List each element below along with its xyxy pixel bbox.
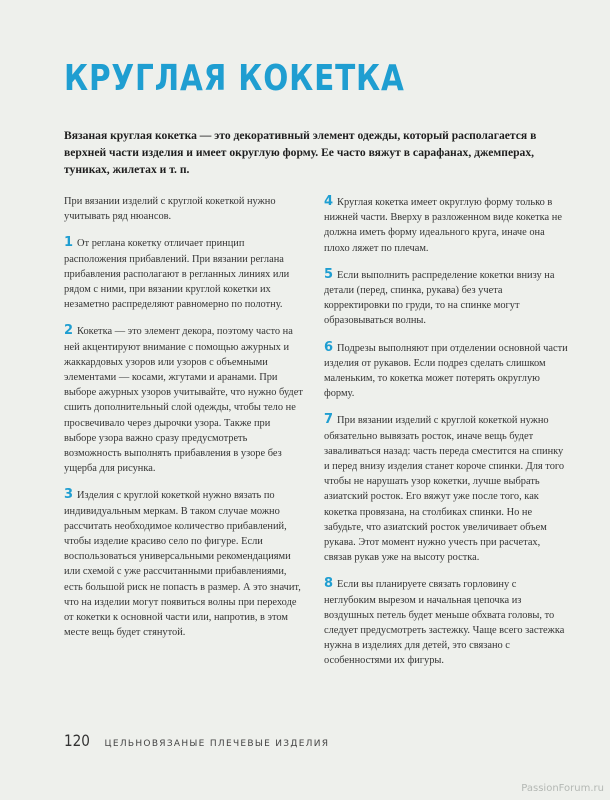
tip-1 bbox=[64, 235, 304, 312]
right-column bbox=[324, 194, 568, 680]
tip-2 bbox=[64, 323, 304, 476]
tip-number: 3 bbox=[64, 487, 74, 503]
tip-number: 7 bbox=[324, 412, 334, 428]
tip-number: 2 bbox=[64, 323, 74, 339]
running-title: ЦЕЛЬНОВЯЗАНЫЕ ПЛЕЧЕВЫЕ ИЗДЕЛИЯ bbox=[104, 739, 330, 749]
tip-text: При вязании изделий с круглой кокеткой нужно обязательно вывязать росток, иначе вещь будет заваливаться назад: часть переда сместится на спинку и перед внизу изделия станет короче спинки. Для того чтобы не нарушать узор кокетки, лучше выбрать азиатский росток. Его вяжут уже после того, как кокетка провязана, на столбиках спинки. Но не забудьте, что азиатский росток увеличивает объем рукава. Этот момент нужно учесть при расчетах, связав рукав уже на высоту ростка. bbox=[324, 415, 565, 564]
tip-3 bbox=[64, 487, 304, 640]
tip-text: Если вы планируете связать горловину с неглубоким вырезом и начальная цепочка из воздушных петель будет меньше обхвата головы, то следует предусмотреть застежку. Чаще всего застежка нужна в изделиях для детей, это связано с особенностями их фигуры. bbox=[324, 579, 565, 667]
tip-6 bbox=[324, 340, 568, 402]
tip-number: 1 bbox=[64, 235, 74, 251]
tip-text: Кокетка — это элемент декора, поэтому часто на ней акцентируют внимание с помощью ажурных и жаккардовых узоров или узоров с объемными элементами — косами, жгутами и аранами. При выборе ажурных узоров учитывайте, что нужно будет сшить дополнительный слой одежды, чтобы тело не просвечивало через дырочки узора. Также при выборе узора важно сразу предусмотреть возможность выполнять прибавления в узоре без ущерба для рисунка. bbox=[64, 326, 303, 475]
tip-7 bbox=[324, 412, 568, 565]
tip-4 bbox=[324, 194, 568, 256]
page-number: 120 bbox=[64, 731, 90, 750]
tip-number: 4 bbox=[324, 194, 334, 209]
tip-5 bbox=[324, 267, 568, 329]
tip-number: 5 bbox=[324, 266, 334, 282]
tip-text: Изделия с круглой кокеткой нужно вязать по индивидуальным меркам. В таком случае можно рассчитать необходимое количество прибавлений, чтобы изделие красиво село по фигуре. Если воспользоваться универсальными рекомендациями или схемой с уже рассчитанными прибавлениями, есть большой риск не попасть в размер. А это значит, что на изделии могут появиться волны при переходе от кокетки к основной части или, напротив, в этом месте вещь будет стянутой. bbox=[64, 490, 301, 639]
tip-text: Подрезы выполняют при отделении основной части изделия от рукавов. Если подрез сделать слишком маленьким, то кокетка может потерять округлую форму. bbox=[324, 342, 568, 400]
tip-text: Круглая кокетка имеет округлую форму только в нижней части. Вверху в разложенном виде кокетка не должна иметь форму идеального круга, иначе она плохо ляжет по плечам. bbox=[324, 197, 562, 254]
tip-8 bbox=[324, 576, 568, 668]
tip-number: 8 bbox=[324, 576, 334, 592]
tip-text: От реглана кокетку отличает принцип расположения прибавлений. При вязании реглана прибавления располагают в регланных линиях или рядом с ними, при вязании круглой кокетки их незаметно распределяют равномерно по полотну. bbox=[64, 238, 290, 311]
page-title: КРУГЛАЯ КОКЕТКА bbox=[64, 58, 405, 99]
watermark: PassionForum.ru bbox=[521, 783, 604, 794]
page-footer bbox=[64, 731, 329, 750]
left-column bbox=[64, 194, 304, 651]
lead-paragraph: При вязании изделий с круглой кокеткой нужно учитывать ряд нюансов. bbox=[64, 196, 276, 223]
tip-text: Если выполнить распределение кокетки внизу на детали (перед, спинка, рукава) без учета корректировки по груди, то на спинке могут образовываться волны. bbox=[324, 269, 555, 327]
tip-number: 6 bbox=[324, 339, 334, 355]
intro-paragraph: Вязаная круглая кокетка — это декоративный элемент одежды, который располагается в верхней части изделия и имеет округлую форму. Ее часто вяжут в сарафанах, джемперах, туниках, жилетах и т. п. bbox=[64, 129, 537, 176]
